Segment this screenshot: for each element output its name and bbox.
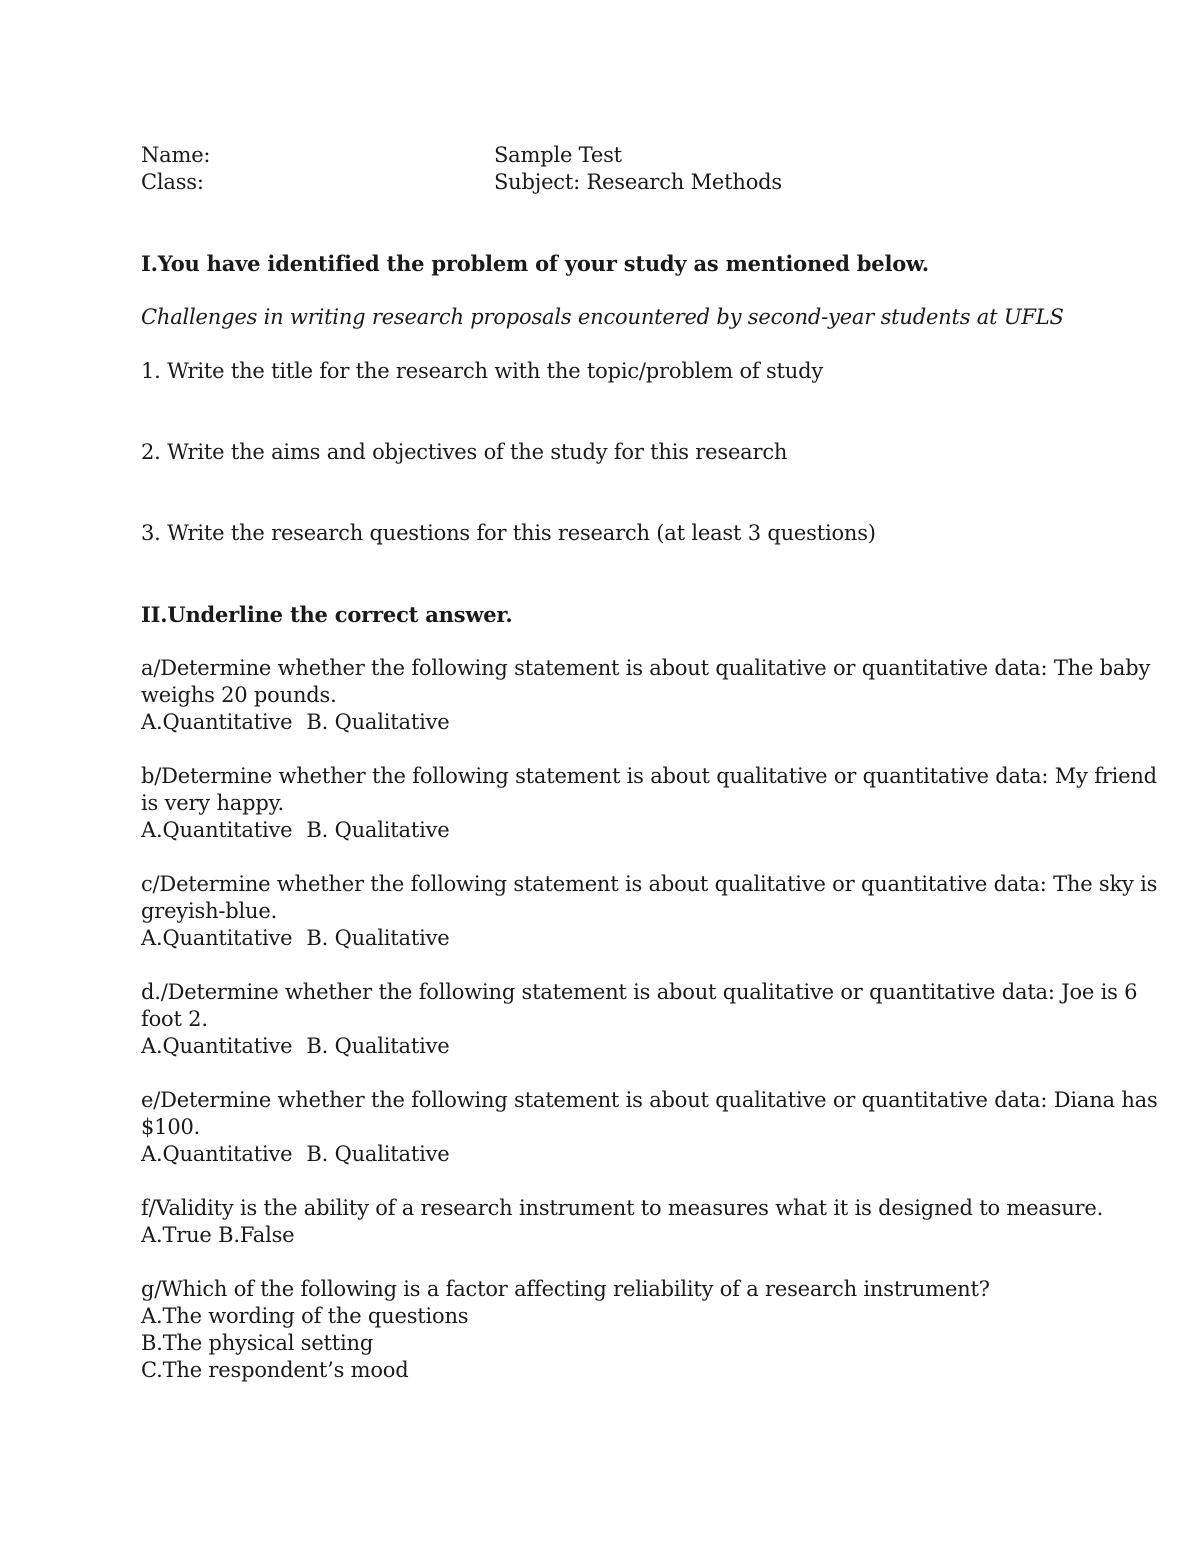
question-stem-cont: is very happy. <box>141 791 284 815</box>
question-item-c <box>141 871 1158 952</box>
question-stem-cont: weighs 20 pounds. <box>141 683 337 707</box>
question-stem: a/Determine whether the following statement is about qualitative or quantitative data: The baby <box>141 656 1151 680</box>
spacer <box>141 331 1061 358</box>
spacer <box>141 628 1061 655</box>
answer-options <box>141 1033 1061 1060</box>
test-title: Sample Test <box>494 143 622 167</box>
option-b[interactable]: B. Qualitative <box>306 926 450 950</box>
option-a[interactable]: A.The wording of the questions <box>141 1304 469 1328</box>
question-item-f <box>141 1195 1104 1249</box>
document-page <box>141 142 1158 1384</box>
question-stem-cont: foot 2. <box>141 1007 208 1031</box>
question-item-a <box>141 655 1151 736</box>
answer-options <box>141 925 1061 952</box>
question-item-d <box>141 979 1138 1060</box>
subject-label: Subject: Research Methods <box>494 170 782 194</box>
section2-heading: II.Underline the correct answer. <box>141 602 513 627</box>
option-a[interactable]: A.Quantitative <box>141 926 293 950</box>
problem-statement: Challenges in writing research proposals encountered by second-year students at UFLS <box>141 305 1064 329</box>
spacer <box>141 466 1061 520</box>
option-a[interactable]: A.Quantitative <box>141 710 293 734</box>
section1-heading: I.You have identified the problem of your study as mentioned below. <box>141 251 929 276</box>
option-b[interactable]: B. Qualitative <box>306 1034 450 1058</box>
question-2: 2. Write the aims and objectives of the study for this research <box>141 440 788 464</box>
question-stem: c/Determine whether the following statement is about qualitative or quantitative data: The sky is <box>141 872 1158 896</box>
question-3: 3. Write the research questions for this research (at least 3 questions) <box>141 521 876 545</box>
spacer <box>141 196 1061 250</box>
question-stem: d./Determine whether the following statement is about qualitative or quantitative data: Joe is 6 <box>141 980 1138 1004</box>
answer-options[interactable]: A.True B.False <box>141 1223 295 1247</box>
header-row-1 <box>141 142 1061 169</box>
question-stem: b/Determine whether the following statement is about qualitative or quantitative data: My friend <box>141 764 1157 788</box>
option-b[interactable]: B.The physical setting <box>141 1331 374 1355</box>
option-b[interactable]: B. Qualitative <box>306 818 450 842</box>
option-b[interactable]: B. Qualitative <box>306 710 450 734</box>
answer-options <box>141 1141 1061 1168</box>
answer-options <box>141 709 1061 736</box>
option-b[interactable]: B. Qualitative <box>306 1142 450 1166</box>
name-label: Name: <box>141 143 211 167</box>
question-stem: e/Determine whether the following statement is about qualitative or quantitative data: Diana has <box>141 1088 1158 1112</box>
option-c[interactable]: C.The respondent’s mood <box>141 1358 409 1382</box>
question-1: 1. Write the title for the research with the topic/problem of study <box>141 359 824 383</box>
spacer <box>141 277 1061 304</box>
question-stem: g/Which of the following is a factor affecting reliability of a research instrument? <box>141 1277 990 1301</box>
spacer <box>141 385 1061 439</box>
class-label: Class: <box>141 170 204 194</box>
question-item-e <box>141 1087 1158 1168</box>
question-item-g <box>141 1276 1061 1384</box>
question-stem: f/Validity is the ability of a research instrument to measures what it is designed to measure. <box>141 1196 1104 1220</box>
option-a[interactable]: A.Quantitative <box>141 1142 293 1166</box>
spacer <box>141 547 1061 601</box>
answer-options <box>141 817 1061 844</box>
option-a[interactable]: A.Quantitative <box>141 1034 293 1058</box>
header-row-2 <box>141 169 1061 196</box>
question-stem-cont: greyish-blue. <box>141 899 278 923</box>
question-stem-cont: $100. <box>141 1115 201 1139</box>
option-a[interactable]: A.Quantitative <box>141 818 293 842</box>
question-item-b <box>141 763 1157 844</box>
